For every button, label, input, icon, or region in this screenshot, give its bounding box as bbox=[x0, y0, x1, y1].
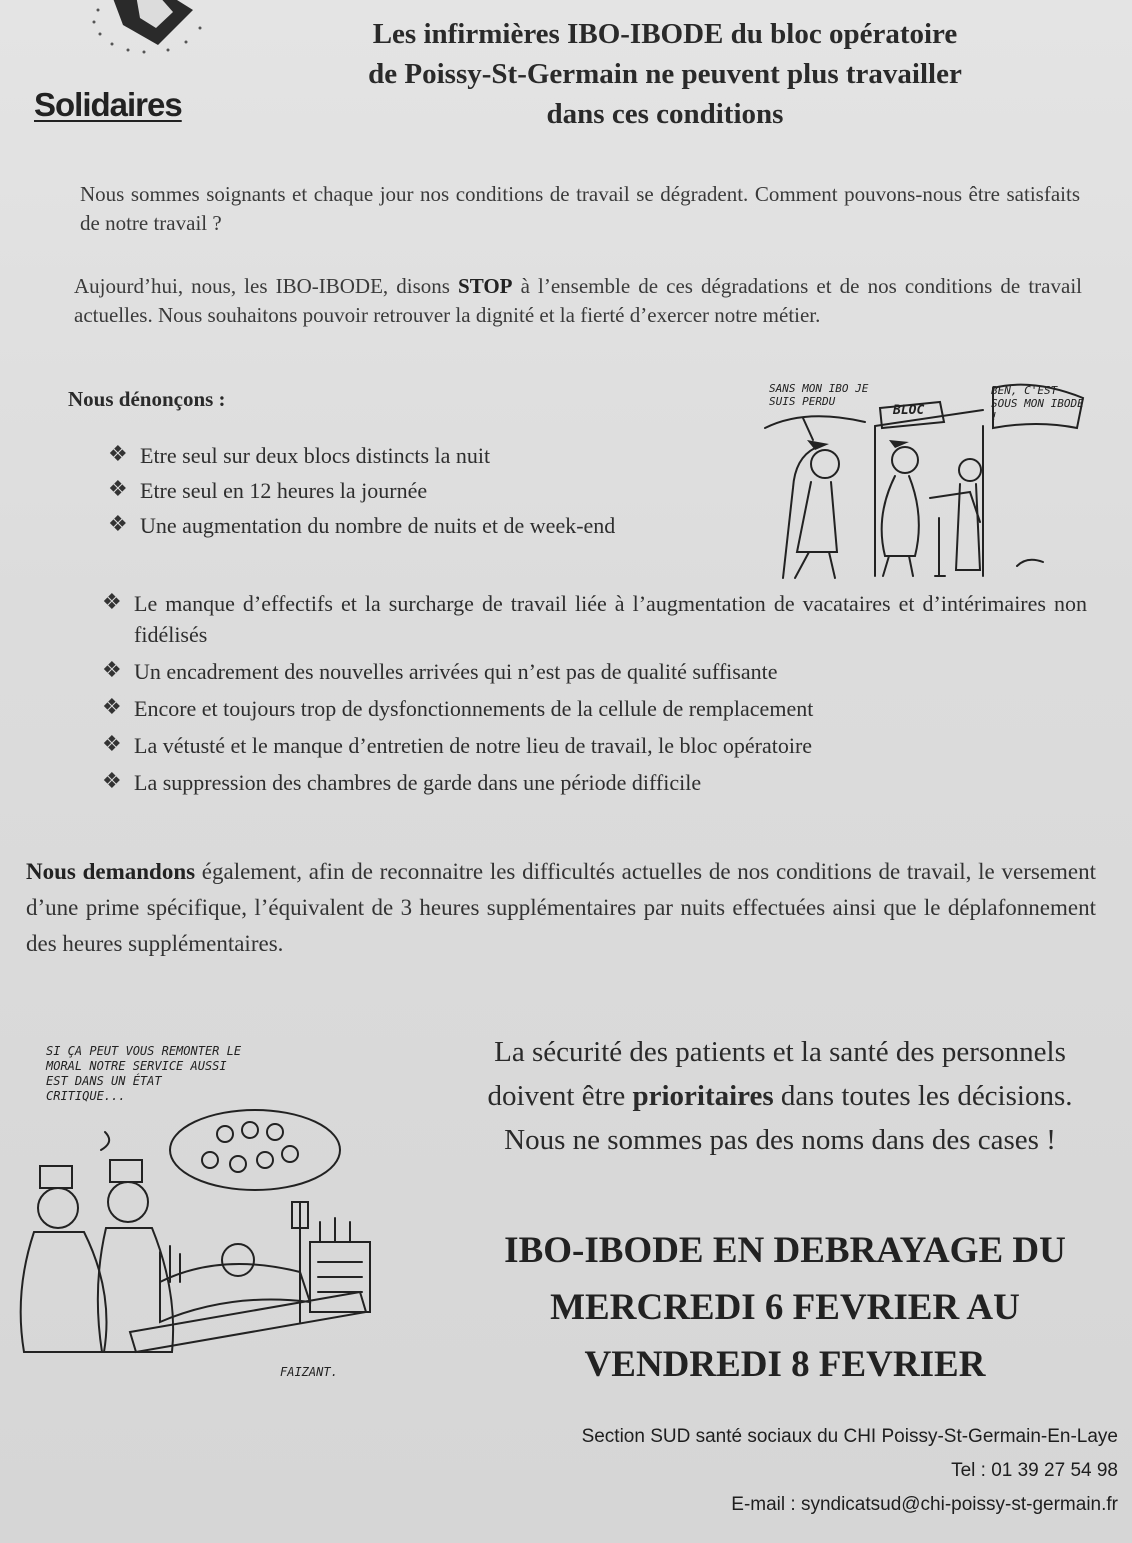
statement-paragraph bbox=[74, 272, 1082, 330]
list-item: ❖ Une augmentation du nombre de nuits et de week-end bbox=[108, 510, 708, 541]
diamond-bullet-icon: ❖ bbox=[102, 731, 122, 756]
securite-paragraph: La sécurité des patients et la santé des personnels doivent être prioritaires dans toutes les décisions. Nous ne sommes pas des noms dans des cases ! bbox=[487, 1036, 1073, 1156]
diamond-bullet-icon: ❖ bbox=[102, 768, 122, 793]
list-item: ❖ La suppression des chambres de garde dans une période difficile bbox=[102, 767, 1087, 798]
title-line: de Poissy-St-Germain ne peuvent plus travailler bbox=[368, 58, 962, 90]
cartoon-bloc-door bbox=[755, 378, 1095, 588]
sud-emblem-icon bbox=[78, 0, 218, 60]
title-line: dans ces conditions bbox=[546, 98, 784, 130]
strike-line: MERCREDI 6 FEVRIER AU bbox=[550, 1287, 1020, 1328]
diamond-bullet-icon: ❖ bbox=[108, 511, 128, 536]
diamond-bullet-icon: ❖ bbox=[108, 476, 128, 501]
strike-line: IBO-IBODE EN DEBRAYAGE DU bbox=[504, 1230, 1066, 1271]
diamond-bullet-icon: ❖ bbox=[102, 589, 122, 614]
denonce-list-top bbox=[108, 440, 708, 545]
phone-number: Tel : 01 39 27 54 98 bbox=[951, 1460, 1118, 1481]
statement-before: Aujourd’hui, nous, les IBO-IBODE, disons bbox=[74, 274, 459, 298]
intro-paragraph: Nous sommes soignants et chaque jour nos conditions de travail se dégradent. Comment pouvons-nous être satisfaits de notre travail ? bbox=[80, 182, 1080, 235]
demande-lead: Nous demandons bbox=[26, 859, 196, 884]
strike-announcement bbox=[455, 1222, 1115, 1393]
email-address: E-mail : syndicatsud@chi-poissy-st-germain.fr bbox=[731, 1494, 1118, 1515]
cartoon-bubble-right: BEN, C'EST SOUS MON IBODE ! bbox=[991, 384, 1084, 423]
demande-text: également, afin de reconnaitre les difficultés actuelles de nos conditions de travail, le versement d’une prime spécifique, l’équivalent de 3 heures supplémentaires par nuits effectuées ainsi que le déplafonnement des heures supplémentaires. bbox=[26, 859, 1096, 956]
demande-paragraph bbox=[26, 854, 1096, 962]
denonce-list-bottom bbox=[102, 588, 1087, 804]
logo-text: Solidaires bbox=[34, 86, 182, 123]
title-line: Les infirmières IBO-IBODE du bloc opératoire bbox=[372, 18, 958, 50]
cartoon-bubble: SI ÇA PEUT VOUS REMONTER LE MORAL NOTRE SERVICE AUSSI EST DANS UN ÉTAT CRITIQUE... bbox=[46, 1044, 242, 1103]
list-item: ❖ Le manque d’effectifs et la surcharge de travail liée à l’augmentation de vacataires et d’intérimaires non fidélisés bbox=[102, 588, 1087, 650]
denonce-heading: Nous dénonçons : bbox=[68, 387, 226, 411]
diamond-bullet-icon: ❖ bbox=[102, 657, 122, 682]
statement-after: à l’ensemble de ces dégradations et de nos conditions de travail actuelles. Nous souhaitons pouvoir retrouver la dignité et la fierté d’exercer notre métier. bbox=[74, 274, 1082, 327]
page-title bbox=[225, 14, 1105, 134]
list-item: ❖ La vétusté et le manque d’entretien de notre lieu de travail, le bloc opératoire bbox=[102, 730, 1087, 761]
section-name: Section SUD santé sociaux du CHI Poissy-St-Germain-En-Laye bbox=[581, 1426, 1118, 1447]
cartoon-bubble-left: SANS MON IBO JE SUIS PERDU bbox=[769, 382, 869, 408]
cartoon-operating-room bbox=[10, 1032, 390, 1402]
prioritaires-word: prioritaires bbox=[632, 1080, 774, 1112]
list-item: ❖ Etre seul en 12 heures la journée bbox=[108, 475, 708, 506]
list-item: ❖ Etre seul sur deux blocs distincts la nuit bbox=[108, 440, 708, 471]
list-item: ❖ Un encadrement des nouvelles arrivées qui n’est pas de qualité suffisante bbox=[102, 656, 1087, 687]
diamond-bullet-icon: ❖ bbox=[108, 441, 128, 466]
diamond-bullet-icon: ❖ bbox=[102, 694, 122, 719]
bloc-sign: BLOC bbox=[893, 403, 925, 418]
stop-word: STOP bbox=[458, 274, 513, 298]
list-item: ❖ Encore et toujours trop de dysfonctionnements de la cellule de remplacement bbox=[102, 693, 1087, 724]
strike-line: VENDREDI 8 FEVRIER bbox=[584, 1344, 986, 1385]
contact-footer bbox=[458, 1420, 1118, 1522]
solidaires-logo bbox=[30, 0, 200, 140]
cartoon-signature: FAIZANT. bbox=[280, 1365, 338, 1379]
